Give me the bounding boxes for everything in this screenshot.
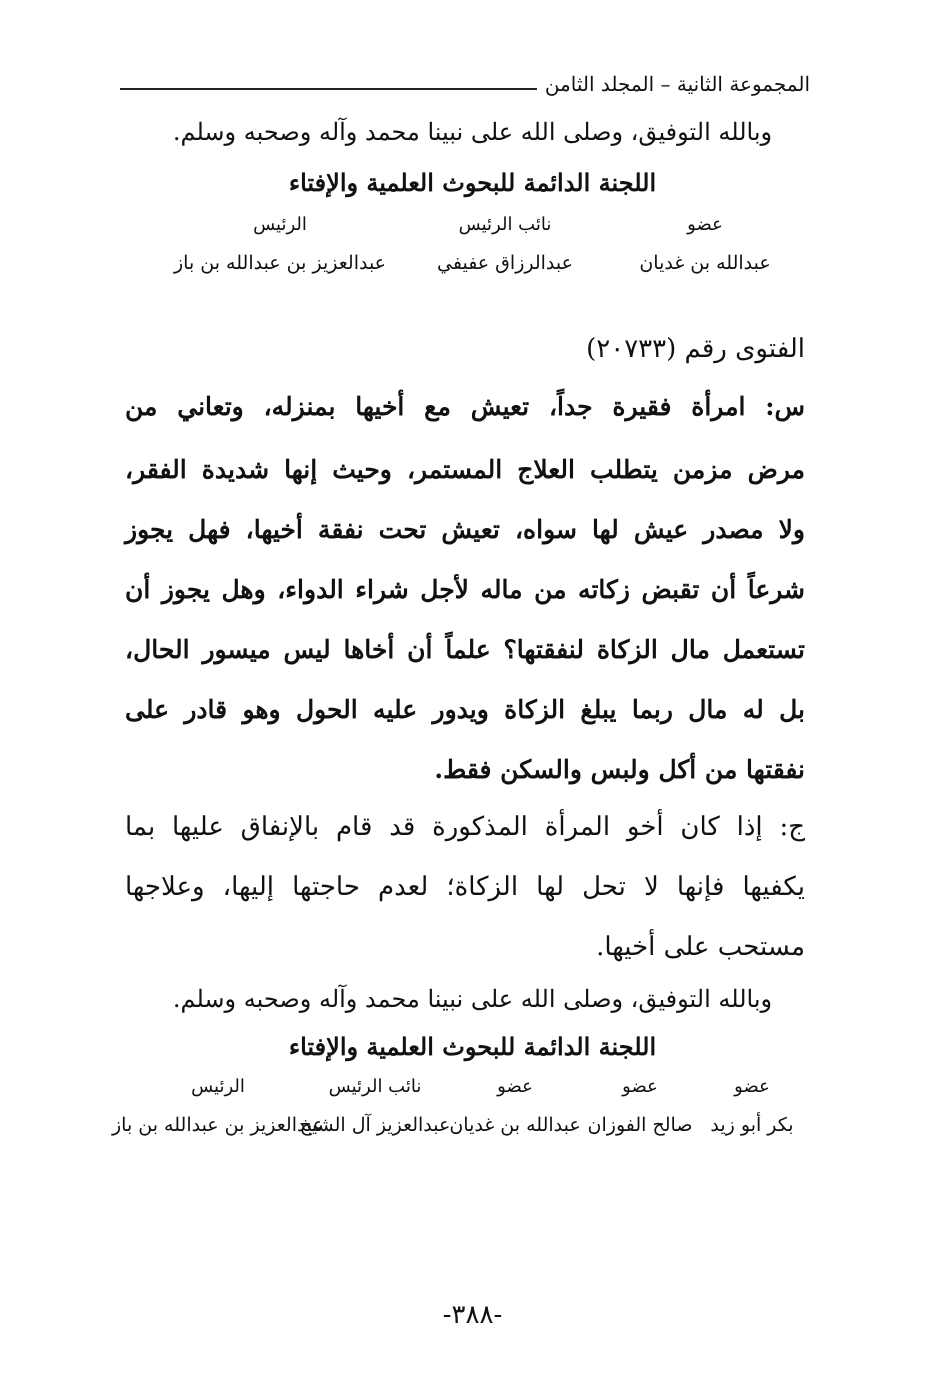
question-line: مرض مزمن يتطلب العلاج المستمر، وحيث إنها شديدة الفقر، bbox=[125, 455, 805, 484]
signatory-role: عضو bbox=[497, 1076, 533, 1097]
signatory bbox=[437, 214, 573, 274]
signatory-name: عبدالرزاق عفيفي bbox=[437, 252, 573, 274]
signatory bbox=[588, 1076, 693, 1136]
signatory-name: عبدالله بن غديان bbox=[449, 1114, 581, 1136]
question-line: ولا مصدر عيش لها سواه، تعيش تحت نفقة أخيها، فهل يجوز bbox=[125, 515, 805, 544]
top-signatures bbox=[0, 214, 945, 284]
bottom-closing-line: وبالله التوفيق، وصلى الله على نبينا محمد وآله وصحبه وسلم. bbox=[172, 985, 773, 1013]
signatory bbox=[174, 214, 386, 274]
page-number: -٣٨٨- bbox=[442, 1300, 503, 1330]
header-title: المجموعة الثانية – المجلد الثامن bbox=[537, 72, 810, 96]
top-closing-line: وبالله التوفيق، وصلى الله على نبينا محمد وآله وصحبه وسلم. bbox=[172, 118, 773, 146]
top-committee-title: اللجنة الدائمة للبحوث العلمية والإفتاء bbox=[288, 168, 657, 197]
bottom-signatures bbox=[0, 1076, 945, 1146]
signatory-role: الرئيس bbox=[191, 1076, 245, 1097]
question-line: شرعاً أن تقبض زكاته من ماله لأجل شراء الدواء، وهل يجوز أن bbox=[125, 575, 805, 604]
answer-line: مستحب على أخيها. bbox=[596, 932, 805, 962]
question-line: بل له مال ربما يبلغ الزكاة ويدور عليه الحول وهو قادر على bbox=[125, 695, 805, 724]
signatory-name: عبدالعزيز بن عبدالله بن باز bbox=[111, 1114, 325, 1136]
fatwa-number: الفتوى رقم (٢٠٧٣٣) bbox=[586, 334, 805, 364]
bottom-committee-title: اللجنة الدائمة للبحوث العلمية والإفتاء bbox=[288, 1032, 657, 1061]
signatory-role: نائب الرئيس bbox=[328, 1076, 422, 1097]
signatory-name: عبدالعزيز بن عبدالله بن باز bbox=[173, 252, 387, 274]
question-line: تستعمل مال الزكاة لنفقتها؟ علماً أن أخاها ليس ميسور الحال، bbox=[125, 635, 805, 664]
signatory-name: بكر أبو زيد bbox=[710, 1114, 794, 1136]
signatory bbox=[710, 1076, 793, 1136]
answer-line: يكفيها فإنها لا تحل لها الزكاة؛ لعدم حاجتها إليها، وعلاجها bbox=[125, 872, 805, 902]
signatory-role: عضو bbox=[622, 1076, 658, 1097]
question-line: س: امرأة فقيرة جداً، تعيش مع أخيها بمنزله، وتعاني من bbox=[125, 392, 805, 421]
signatory bbox=[112, 1076, 324, 1136]
signatory bbox=[449, 1076, 580, 1136]
signatory-name: عبدالعزيز آل الشيخ bbox=[299, 1114, 451, 1136]
question-line: نفقتها من أكل ولبس والسكن فقط. bbox=[434, 755, 805, 784]
running-header bbox=[120, 70, 810, 104]
signatory-role: عضو bbox=[734, 1076, 770, 1097]
signatory-role: الرئيس bbox=[253, 214, 307, 235]
signatory-role: عضو bbox=[687, 214, 723, 235]
signatory-name: عبدالله بن غديان bbox=[639, 252, 771, 274]
signatory-role: نائب الرئيس bbox=[458, 214, 552, 235]
answer-line: ج: إذا كان أخو المرأة المذكورة قد قام بالإنفاق عليها بما bbox=[125, 812, 805, 842]
signatory-name: صالح الفوزان bbox=[587, 1114, 693, 1136]
signatory bbox=[639, 214, 770, 274]
